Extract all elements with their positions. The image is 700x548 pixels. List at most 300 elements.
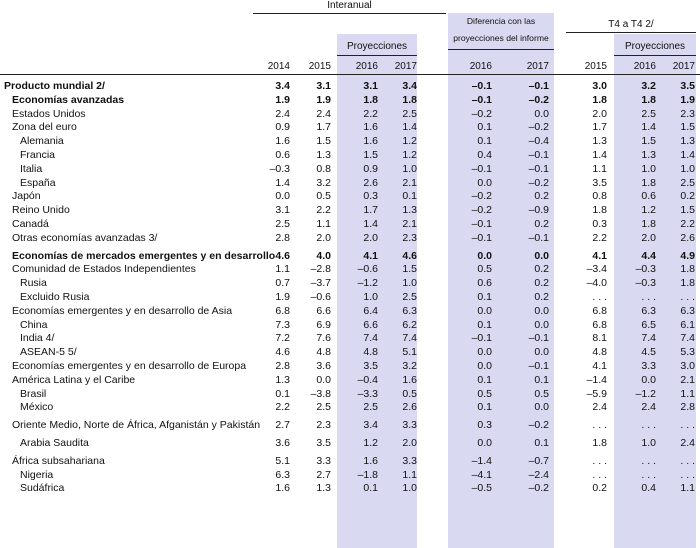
- row-value: 1.8: [592, 204, 607, 217]
- row-value: 6.3: [680, 304, 695, 317]
- row-value: –3.4: [586, 263, 607, 276]
- row-value: . . .: [641, 454, 656, 467]
- row-value: 0.8: [592, 190, 607, 203]
- row-value: 0.0: [534, 346, 549, 359]
- row-value: 3.4: [363, 419, 378, 432]
- row-value: 0.0: [641, 373, 656, 386]
- table-row: [0, 331, 700, 345]
- table-row: [0, 120, 700, 134]
- row-value: –0.2: [471, 107, 492, 120]
- row-value: 0.0: [477, 360, 492, 372]
- row-value: 2.5: [402, 291, 417, 303]
- row-label: China: [20, 318, 48, 331]
- row-label: India 4/: [20, 332, 55, 345]
- row-value: 0.1: [363, 482, 378, 495]
- row-value: 1.3: [316, 482, 331, 495]
- row-value: 1.8: [363, 93, 378, 106]
- row-value: –0.3: [269, 162, 290, 175]
- row-label: Arabia Saudita: [20, 437, 89, 449]
- row-value: 1.5: [363, 149, 378, 161]
- row-value: 1.3: [402, 204, 417, 217]
- table-row: [0, 134, 700, 148]
- year-header: 2016: [355, 61, 378, 72]
- row-value: –0.1: [471, 332, 492, 345]
- row-value: –0.2: [528, 121, 549, 134]
- row-value: 3.5: [592, 176, 607, 189]
- row-value: –0.1: [528, 80, 549, 92]
- row-value: 7.4: [402, 332, 417, 345]
- row-label: Economías emergentes y en desarrollo de Asia: [12, 304, 233, 317]
- row-value: 4.8: [316, 346, 331, 359]
- row-value: 1.9: [275, 291, 290, 303]
- table-row: [0, 481, 700, 495]
- row-value: 3.0: [680, 360, 695, 372]
- row-value: 1.8: [680, 263, 695, 276]
- row-value: –2.8: [310, 263, 331, 276]
- row-label: Producto mundial 2/: [4, 80, 105, 92]
- row-value: 2.3: [402, 231, 417, 244]
- row-value: 1.6: [363, 454, 378, 467]
- header-interanual: Interanual: [327, 0, 372, 11]
- row-value: –1.4: [471, 454, 492, 467]
- row-value: –0.1: [471, 218, 492, 230]
- row-value: 1.0: [363, 291, 378, 303]
- row-label: Sudáfrica: [20, 482, 65, 495]
- header-rule-interanual: [253, 13, 446, 14]
- row-value: 0.1: [477, 135, 492, 148]
- row-value: 2.3: [680, 107, 695, 120]
- row-value: 0.0: [316, 373, 331, 386]
- row-value: –0.1: [528, 360, 549, 372]
- year-header: 2014: [267, 61, 290, 72]
- row-value: 1.1: [402, 468, 417, 481]
- row-value: 2.7: [316, 468, 331, 481]
- row-value: 6.6: [316, 304, 331, 317]
- row-value: 1.8: [641, 176, 656, 189]
- row-value: 8.1: [592, 332, 607, 345]
- row-value: –1.4: [586, 373, 607, 386]
- row-value: 6.3: [275, 468, 290, 481]
- row-value: 3.1: [316, 80, 331, 92]
- row-value: 0.9: [363, 162, 378, 175]
- row-value: 1.6: [363, 135, 378, 148]
- row-value: –3.8: [310, 387, 331, 400]
- header-diferencia-line1: Diferencia con las: [466, 16, 536, 26]
- row-value: 0.7: [275, 277, 290, 290]
- row-value: 1.5: [680, 121, 695, 134]
- row-value: 4.1: [592, 249, 607, 262]
- row-value: –0.3: [635, 263, 656, 276]
- row-value: 0.5: [316, 190, 331, 203]
- row-value: 1.6: [275, 135, 290, 148]
- row-value: –0.2: [528, 93, 549, 106]
- header-rule-diferencia: [448, 49, 554, 50]
- row-value: 5.3: [680, 346, 695, 359]
- row-value: –0.2: [528, 482, 549, 495]
- row-label: Oriente Medio, Norte de África, Afganistán y Pakistán: [12, 419, 261, 432]
- row-value: –1.8: [357, 468, 378, 481]
- row-value: 1.5: [680, 204, 695, 217]
- row-value: 4.1: [363, 249, 378, 262]
- row-value: 3.1: [363, 80, 378, 92]
- year-header: 2016: [469, 61, 492, 72]
- row-value: 0.1: [477, 373, 492, 386]
- row-value: 0.4: [641, 482, 656, 495]
- row-value: 2.1: [402, 218, 417, 230]
- row-value: 7.2: [275, 332, 290, 345]
- row-value: 1.6: [402, 373, 417, 386]
- row-value: 3.5: [363, 360, 378, 372]
- row-value: 2.2: [680, 218, 695, 230]
- row-value: 1.8: [641, 218, 656, 230]
- row-value: –3.7: [310, 277, 331, 290]
- row-value: 1.1: [592, 162, 607, 175]
- row-value: . . .: [680, 468, 695, 481]
- row-value: 1.2: [641, 204, 656, 217]
- row-value: 1.8: [680, 277, 695, 290]
- row-value: –0.1: [528, 149, 549, 161]
- row-value: 3.3: [402, 419, 417, 432]
- year-header: 2017: [672, 61, 695, 72]
- row-value: 1.0: [680, 162, 695, 175]
- row-value: 0.3: [592, 218, 607, 230]
- row-label: ASEAN-5 5/: [20, 346, 77, 359]
- row-value: 1.6: [363, 121, 378, 134]
- table-row: [0, 176, 700, 190]
- row-value: 2.2: [316, 204, 331, 217]
- row-value: 0.1: [477, 401, 492, 414]
- row-value: 3.1: [275, 204, 290, 217]
- row-value: 1.5: [641, 135, 656, 148]
- row-value: 2.4: [592, 401, 607, 414]
- row-value: 1.9: [316, 93, 331, 106]
- row-value: –0.1: [471, 93, 492, 106]
- row-value: . . .: [592, 468, 607, 481]
- row-value: 2.4: [680, 437, 695, 449]
- row-value: 2.2: [363, 107, 378, 120]
- row-label: Brasil: [20, 387, 47, 400]
- row-value: –2.4: [528, 468, 549, 481]
- row-value: 2.4: [641, 401, 656, 414]
- row-value: 0.2: [534, 263, 549, 276]
- row-value: –0.1: [528, 231, 549, 244]
- row-value: 1.0: [402, 277, 417, 290]
- row-value: 2.6: [402, 401, 417, 414]
- row-value: 1.1: [275, 263, 290, 276]
- row-value: 3.4: [402, 80, 417, 92]
- row-value: . . .: [641, 419, 656, 432]
- row-value: . . .: [680, 454, 695, 467]
- row-value: –0.3: [635, 277, 656, 290]
- row-value: 0.0: [534, 304, 549, 317]
- row-value: 0.2: [680, 190, 695, 203]
- row-value: 1.4: [275, 176, 290, 189]
- row-value: 0.0: [477, 176, 492, 189]
- row-value: 7.4: [363, 332, 378, 345]
- table-row: [0, 468, 700, 482]
- row-value: 0.1: [534, 437, 549, 449]
- row-value: 0.0: [477, 346, 492, 359]
- row-value: 1.4: [592, 149, 607, 161]
- row-value: –1.2: [357, 277, 378, 290]
- table-row: [0, 387, 700, 401]
- row-value: 1.3: [680, 135, 695, 148]
- row-value: 2.5: [402, 107, 417, 120]
- row-value: 1.8: [641, 93, 656, 106]
- row-value: 2.0: [363, 231, 378, 244]
- row-value: 1.0: [402, 162, 417, 175]
- row-label: Zona del euro: [12, 121, 77, 134]
- row-value: 6.6: [363, 318, 378, 331]
- row-value: 0.1: [402, 190, 417, 203]
- row-value: 4.8: [363, 346, 378, 359]
- row-value: . . .: [592, 291, 607, 303]
- row-value: 5.1: [275, 454, 290, 467]
- row-value: 3.3: [641, 360, 656, 372]
- row-value: –0.5: [471, 482, 492, 495]
- row-value: 4.6: [402, 249, 417, 262]
- row-label: Comunidad de Estados Independientes: [12, 263, 196, 276]
- year-header: 2015: [308, 61, 331, 72]
- header-diferencia-line2: proyecciones del informe: [453, 33, 549, 43]
- row-value: 0.1: [534, 373, 549, 386]
- table-row: [0, 107, 700, 121]
- row-value: 4.4: [641, 249, 656, 262]
- table-row: [0, 93, 700, 107]
- row-value: –0.1: [528, 332, 549, 345]
- row-value: 4.8: [592, 346, 607, 359]
- row-value: 2.2: [592, 231, 607, 244]
- row-value: 2.2: [275, 401, 290, 414]
- table-row: [0, 189, 700, 203]
- row-label: Economías avanzadas: [12, 93, 125, 106]
- row-value: 0.2: [534, 277, 549, 290]
- row-value: –1.2: [635, 387, 656, 400]
- row-label: África subsahariana: [12, 454, 105, 467]
- year-header: 2017: [394, 61, 417, 72]
- row-value: –4.0: [586, 277, 607, 290]
- row-value: 1.3: [316, 149, 331, 161]
- row-value: 0.3: [363, 190, 378, 203]
- row-value: –0.1: [528, 162, 549, 175]
- table-row: [0, 290, 700, 304]
- row-value: 1.3: [592, 135, 607, 148]
- row-value: 0.1: [477, 291, 492, 303]
- row-label: América Latina y el Caribe: [12, 373, 136, 386]
- header-rule-t4: [566, 32, 696, 33]
- row-value: 0.0: [275, 190, 290, 203]
- row-value: 1.8: [592, 93, 607, 106]
- row-value: . . .: [680, 419, 695, 432]
- row-value: 6.5: [641, 318, 656, 331]
- row-value: 4.1: [592, 360, 607, 372]
- row-value: 4.0: [316, 249, 331, 262]
- row-value: 0.4: [477, 149, 492, 161]
- row-value: 0.0: [534, 318, 549, 331]
- row-label: Italia: [20, 162, 43, 175]
- row-value: 3.2: [402, 360, 417, 372]
- row-label: Economías de mercados emergentes y en desarrollo: [12, 249, 276, 262]
- row-value: 1.4: [680, 149, 695, 161]
- row-value: –0.2: [528, 419, 549, 432]
- row-value: 7.3: [275, 318, 290, 331]
- row-value: 6.2: [402, 318, 417, 331]
- row-value: 3.4: [275, 80, 290, 92]
- row-value: 0.6: [275, 149, 290, 161]
- row-value: 7.4: [680, 332, 695, 345]
- row-value: –0.6: [357, 263, 378, 276]
- row-value: 1.8: [592, 437, 607, 449]
- row-value: 1.7: [363, 204, 378, 217]
- row-value: 1.7: [316, 121, 331, 134]
- table-row: [0, 436, 700, 450]
- row-value: 3.2: [316, 176, 331, 189]
- row-value: 0.1: [477, 121, 492, 134]
- row-value: 1.0: [641, 437, 656, 449]
- row-value: 1.3: [275, 373, 290, 386]
- row-value: 2.4: [275, 107, 290, 120]
- row-value: 2.0: [402, 437, 417, 449]
- header-rule-proyecciones-left: [337, 55, 417, 56]
- row-value: 2.5: [363, 401, 378, 414]
- row-value: 5.1: [402, 346, 417, 359]
- row-value: 2.8: [680, 401, 695, 414]
- row-value: 4.6: [275, 346, 290, 359]
- row-value: 2.5: [641, 107, 656, 120]
- row-label: Economías emergentes y en desarrollo de Europa: [12, 360, 247, 372]
- row-value: 4.5: [641, 346, 656, 359]
- row-value: 1.9: [680, 93, 695, 106]
- header-bottom-rule: [0, 74, 700, 75]
- row-label: Francia: [20, 149, 56, 161]
- row-value: 6.8: [592, 304, 607, 317]
- row-label: Alemania: [20, 135, 64, 148]
- header-proyecciones-right: Proyecciones: [624, 41, 686, 52]
- row-value: –0.9: [528, 204, 549, 217]
- row-value: 1.4: [641, 121, 656, 134]
- row-value: . . .: [680, 291, 695, 303]
- row-value: –0.7: [528, 454, 549, 467]
- row-value: 6.4: [363, 304, 378, 317]
- table-row: [0, 318, 700, 332]
- row-value: 2.8: [275, 231, 290, 244]
- row-value: 3.5: [680, 80, 695, 92]
- table-row: [0, 162, 700, 176]
- row-value: –5.9: [586, 387, 607, 400]
- table-row: [0, 79, 700, 93]
- table-row: [0, 231, 700, 245]
- row-value: 7.4: [641, 332, 656, 345]
- row-value: 6.8: [275, 304, 290, 317]
- row-value: 1.5: [316, 135, 331, 148]
- year-header: 2017: [526, 61, 549, 72]
- row-label: Rusia: [20, 277, 47, 290]
- row-value: 3.6: [316, 360, 331, 372]
- row-value: 1.2: [363, 437, 378, 449]
- row-value: 0.0: [534, 107, 549, 120]
- row-value: 2.3: [316, 419, 331, 432]
- row-value: 1.0: [402, 482, 417, 495]
- row-value: 7.6: [316, 332, 331, 345]
- row-value: –0.2: [528, 176, 549, 189]
- row-value: 4.6: [275, 249, 290, 262]
- row-value: 1.4: [363, 218, 378, 230]
- row-value: . . .: [641, 468, 656, 481]
- row-value: –0.1: [471, 80, 492, 92]
- row-value: 0.6: [641, 190, 656, 203]
- table-row: [0, 276, 700, 290]
- row-value: –4.1: [471, 468, 492, 481]
- row-value: –0.1: [471, 231, 492, 244]
- row-value: 3.5: [316, 437, 331, 449]
- row-value: 2.7: [275, 419, 290, 432]
- row-value: 6.1: [680, 318, 695, 331]
- table-row: [0, 148, 700, 162]
- row-value: 1.0: [641, 162, 656, 175]
- row-value: –0.4: [528, 135, 549, 148]
- row-value: 2.1: [402, 176, 417, 189]
- row-value: 3.6: [275, 437, 290, 449]
- row-value: 1.2: [402, 149, 417, 161]
- row-label: Canadá: [12, 218, 49, 230]
- table-row: [0, 418, 700, 432]
- row-value: –0.1: [471, 162, 492, 175]
- row-value: . . .: [641, 291, 656, 303]
- row-value: 0.1: [477, 318, 492, 331]
- row-value: 2.8: [275, 360, 290, 372]
- row-value: 3.0: [592, 80, 607, 92]
- row-value: 0.1: [275, 387, 290, 400]
- row-value: 1.1: [680, 387, 695, 400]
- row-value: 1.7: [592, 121, 607, 134]
- row-value: 0.0: [534, 401, 549, 414]
- row-value: 0.0: [477, 437, 492, 449]
- row-value: –0.2: [471, 190, 492, 203]
- table-row: [0, 217, 700, 231]
- row-value: 2.0: [641, 231, 656, 244]
- row-value: 3.2: [641, 80, 656, 92]
- row-label: Japón: [12, 190, 41, 203]
- row-value: –3.3: [357, 387, 378, 400]
- row-value: 6.9: [316, 318, 331, 331]
- row-value: 2.5: [275, 218, 290, 230]
- row-label: Reino Unido: [12, 204, 70, 217]
- row-label: Estados Unidos: [12, 107, 86, 120]
- row-label: Excluido Rusia: [20, 291, 90, 303]
- table-row: [0, 454, 700, 468]
- row-value: 2.6: [680, 231, 695, 244]
- row-label: Otras economías avanzadas 3/: [12, 231, 158, 244]
- row-value: 0.6: [477, 277, 492, 290]
- row-value: 1.4: [402, 121, 417, 134]
- header-rule-proyecciones-right: [614, 55, 696, 56]
- row-value: 2.4: [316, 107, 331, 120]
- row-value: 3.3: [316, 454, 331, 467]
- row-value: 0.9: [275, 121, 290, 134]
- row-value: 1.6: [275, 482, 290, 495]
- row-value: . . .: [592, 419, 607, 432]
- row-value: 1.9: [275, 93, 290, 106]
- row-value: 1.5: [402, 263, 417, 276]
- row-value: 3.3: [402, 454, 417, 467]
- row-value: 0.5: [477, 387, 492, 400]
- row-value: 2.0: [592, 107, 607, 120]
- row-value: 2.5: [316, 401, 331, 414]
- header-t4: T4 a T4 2/: [608, 19, 654, 30]
- table-row: [0, 345, 700, 359]
- header-proyecciones-left: Proyecciones: [346, 41, 408, 52]
- row-value: 1.8: [402, 93, 417, 106]
